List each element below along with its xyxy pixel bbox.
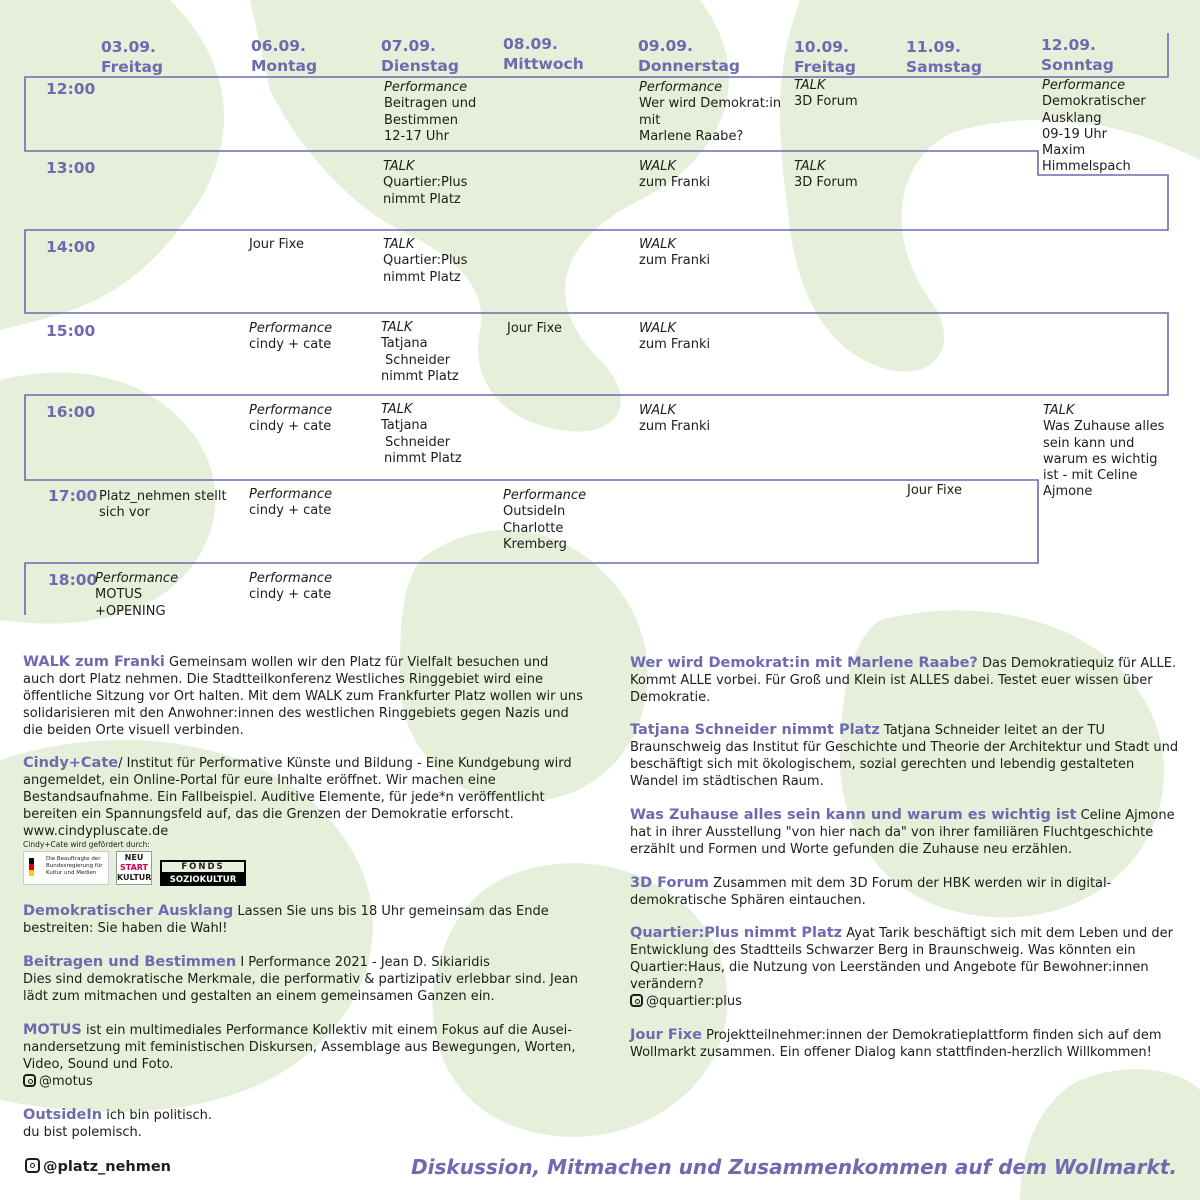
day-date: 12.09. [1041,36,1096,54]
desc-title: Tatjana Schneider nimmt Platz [630,722,880,738]
event-walk [639,237,710,270]
event-line: nimmt Platz [384,450,462,466]
event-line: Tatjana [381,418,428,434]
desc-3d-forum [630,875,1185,909]
event-jour-fixe [507,321,562,337]
event-line: ist - mit Celine [1043,468,1138,484]
desc-title: WALK zum Franki [23,654,165,670]
event-jour-fixe [907,483,962,499]
event-cindy-cate [249,487,332,520]
desc-tatjana [630,722,1185,790]
event-type: Performance [249,321,333,336]
day-name: Donnerstag [638,57,740,75]
desc-outsidein [23,1107,583,1141]
logo-text: Die Beauftragte der Bundesregierung für Kultur und Medien [46,856,103,876]
event-line: Kremberg [503,536,567,552]
event-line: zum Franki [639,253,711,269]
event-type: Performance [1042,78,1126,93]
day-header-3 [381,36,459,76]
desc-title: Was Zuhause alles sein kann und warum es wichtig ist [630,807,1077,823]
event-type: Performance [249,571,333,586]
instagram-handle: @quartier:plus [646,994,742,1009]
desc-text: Ayat Tarik beschäftigt sich mit dem Leben und der Entwicklung des Stadtteils Schwarzer Berg in Braunschweig. Was könnten ein Quartier:Haus, die Nutzung von Leerständen und Angebote für Bewohner:innen verändern? [630,926,1173,992]
desc-text: / Institut für Performative Künste und Bildung - Eine Kundgebung wird angemeldet, ein Online-Portal für eure Inhalte eröffnet. Wir machen eine Bestandsaufnahme. Ein Fallbeispiel. Auditive Elemente, für jede*n veröffentlicht bereiten ein Spannungsfeld auf, das die Grenzen der Demokratie erforscht. [23,756,572,822]
website-link[interactable]: www.cindypluscate.de [23,824,169,839]
event-line: sich vor [99,505,150,521]
event-type: WALK [639,403,676,418]
event-type: TALK [794,159,826,174]
logo-bkm [23,851,109,885]
event-line: Charlotte [503,520,564,536]
event-line: +OPENING [95,603,166,619]
instagram-icon [23,1074,36,1087]
event-line: nimmt Platz [383,191,461,207]
event-line: nimmt Platz [381,368,459,384]
desc-title: 3D Forum [630,875,710,891]
event-type: Performance [95,571,179,586]
event-line: Ausklang [1042,110,1102,126]
event-line: 3D Forum [794,175,858,191]
event-type: WALK [639,237,676,252]
event-line: Was Zuhause alles [1043,419,1165,435]
desc-beitragen [23,954,583,1005]
event-quartier [383,159,467,208]
desc-title: Beitragen und Bestimmen [23,954,237,970]
footer-instagram[interactable] [25,1158,171,1175]
event-line: zum Franki [639,175,711,191]
logo-text: SOZIOKULTUR [160,874,246,886]
event-line: Bestimmen [384,112,458,128]
event-zuhause [1043,403,1164,501]
desc-zuhause [630,807,1185,858]
desc-title: OutsideIn [23,1107,103,1123]
event-cindy-cate [249,403,332,436]
day-header-2 [251,36,317,76]
event-line: Platz_nehmen stellt [99,489,227,504]
logo-fonds-soziokultur [160,860,246,885]
desc-text: I Performance 2021 - Jean D. Sikiaridis [236,955,490,970]
desc-title: Cindy+Cate [23,755,119,771]
event-cindy-cate [249,571,332,604]
time-label: 13:00 [46,159,96,177]
desc-title: Demokratischer Ausklang [23,903,234,919]
event-line: Schneider [385,434,451,450]
desc-text: Zusammen mit dem 3D Forum der HBK werden wir in digital-demokratische Sphären eintauchen. [630,876,1112,908]
event-tatjana [381,402,462,467]
event-line: sein kann und [1043,435,1135,451]
event-type: WALK [639,321,676,336]
instagram-handle: @platz_nehmen [43,1159,172,1175]
event-line: Demokratischer [1042,94,1146,110]
time-label: 12:00 [46,80,96,98]
day-name: Montag [251,57,318,75]
desc-text: Celine Ajmone hat in ihrer Ausstellung "von hier nach da" von ihrer familiären Fluchtgeschichte erzählt und Formen und Worte gefunden die Zuhause neu erzählen. [630,808,1175,857]
desc-title: Jour Fixe [630,1027,702,1043]
event-outsidein [503,488,586,553]
desc-text: ich bin politisch. [102,1108,213,1123]
event-type: Performance [249,403,333,418]
event-line: Quartier:Plus [383,175,468,191]
day-date: 03.09. [101,38,156,56]
day-name: Samstag [906,58,982,76]
event-walk [639,159,710,192]
time-label: 14:00 [46,238,96,256]
day-name: Freitag [101,58,164,76]
instagram-handle: @motus [39,1074,93,1089]
event-walk [639,403,710,436]
desc-walk [23,654,583,739]
day-date: 09.09. [638,37,693,55]
day-date: 07.09. [381,37,436,55]
event-line: zum Franki [639,419,711,435]
flag-icon [29,858,34,876]
event-3d-forum [794,78,858,111]
day-name: Dienstag [381,57,459,75]
event-line: 09-19 Uhr [1042,126,1108,142]
day-date: 08.09. [503,35,558,53]
desc-text: Gemeinsam wollen wir den Platz für Vielfalt besuchen und auch dort Platz nehmen. Die Stadtteilkonferenz Westliches Ringgebiet wird eine öffentliche Sitzung vor Ort halten. Mit dem WALK zum Frankfurter Platz wollen wir uns solidarisieren mit den Anwohner:innen des westlichen Ringgebiets gegen Nazis und die beiden Orte visuell verbinden. [23,655,583,738]
desc-text: Tatjana Schneider leitet an der TU Braunschweig das Institut für Geschichte und Theorie der Architektur und Stadt und beschäftigt sich mit ökologischem, sozial gerechten und lebendig gestalteten Wandel im städtischen Raum. [630,723,1179,789]
day-name: Sonntag [1041,56,1114,74]
event-jour-fixe [249,237,304,253]
event-line: Jour Fixe [249,237,304,252]
desc-ausklang [23,903,583,937]
event-line: mit [639,112,661,128]
event-demokrat [639,80,781,145]
event-line: warum es wichtig [1043,451,1158,467]
desc-title: MOTUS [23,1022,82,1038]
desc-title: Quartier:Plus nimmt Platz [630,925,843,941]
event-line: Ajmone [1043,484,1093,500]
event-tatjana [381,320,459,385]
desc-title: Wer wird Demokrat:in mit Marlene Raabe? [630,655,978,671]
footer-slogan: Diskussion, Mitmachen und Zusammenkommen auf dem Wollmarkt. [411,1155,1177,1179]
event-ausklang [1042,78,1146,176]
event-line: cindy + cate [249,503,332,519]
motus-instagram[interactable] [23,1073,583,1090]
event-line: Schneider [385,352,451,368]
event-line: Himmelspach [1042,159,1131,175]
logo-text: NEU [124,853,144,862]
event-line: Maxim [1042,143,1086,159]
time-label: 15:00 [46,322,96,340]
event-type: TALK [794,78,826,93]
event-line: zum Franki [639,337,711,353]
day-header-4 [503,34,584,74]
quartier-instagram[interactable] [630,993,1185,1010]
desc-text: ist ein multimediales Performance Kollektiv mit einem Fokus auf die Ausei-nandersetzung mit feministischen Diskursen, Assemblage aus Bewegungen, Worten, Video, Sound und Foto. [23,1023,576,1072]
sponsor-note: Cindy+Cate wird gefördert durch: [23,840,150,849]
desc-motus [23,1022,583,1090]
day-date: 06.09. [251,37,306,55]
day-header-1 [101,37,163,77]
instagram-icon [25,1158,40,1173]
desc-cindy-cate [23,755,583,850]
event-3d-forum [794,159,858,192]
event-type: TALK [383,237,415,252]
day-date: 10.09. [794,38,849,56]
event-type: TALK [383,159,415,174]
time-label: 16:00 [46,403,96,421]
desc-text: du bist polemisch. [23,1125,142,1140]
desc-jour-fixe [630,1027,1185,1061]
event-line: cindy + cate [249,337,332,353]
event-line: 3D Forum [794,94,858,110]
day-name: Mittwoch [503,55,584,73]
event-line: Beitragen und [384,96,477,112]
event-line: OutsideIn [503,504,566,520]
event-walk [639,321,710,354]
event-type: Performance [503,488,587,503]
day-header-8 [1041,35,1114,75]
day-header-6 [794,37,856,77]
event-line: MOTUS [95,587,143,603]
event-line: 12-17 Uhr [384,128,450,144]
desc-quartier [630,925,1185,1010]
event-platz-nehmen [99,489,227,522]
event-line: Wer wird Demokrat:in [639,96,782,112]
event-line: Marlene Raabe? [639,128,744,144]
event-type: TALK [381,320,413,335]
desc-text: Dies sind demokratische Merkmale, die performativ & partizipativ erlebbar sind. Jean lädt zum mitmachen und gestalten an einem gemeinsamen Ganzen ein. [23,972,579,1004]
day-name: Freitag [794,58,857,76]
event-quartier [383,237,467,286]
instagram-icon [630,994,643,1007]
event-cindy-cate [249,321,332,354]
desc-text: Das Demokratiequiz für ALLE. Kommt ALLE vorbei. Für Groß und Klein ist ALLES dabei. Testet euer wissen über Demokratie. [630,656,1177,705]
day-date: 11.09. [906,38,961,56]
event-type: WALK [639,159,676,174]
event-type: Performance [249,487,333,502]
desc-text: Projektteilnehmer:innen der Demokratieplattform finden sich auf dem Wollmarkt zusammen. Ein offener Dialog kann stattfinden-herzlich Willkommen! [630,1028,1162,1060]
desc-demokrat [630,655,1185,706]
event-line: Tatjana [381,336,428,352]
event-line: nimmt Platz [383,269,461,285]
event-type: Performance [639,80,723,95]
day-header-7 [906,37,982,77]
event-line: Quartier:Plus [383,253,468,269]
desc-text: Lassen Sie uns bis 18 Uhr gemeinsam das Ende bestreiten: Sie haben die Wahl! [23,904,549,936]
logo-text: KULTUR [117,873,152,882]
event-line: cindy + cate [249,587,332,603]
event-type: TALK [381,402,413,417]
event-type: Performance [384,80,468,95]
logo-neustart [116,851,152,885]
event-line: cindy + cate [249,419,332,435]
time-label: 18:00 [48,571,98,589]
event-type: TALK [1043,403,1075,418]
day-header-5 [638,36,740,76]
time-label: 17:00 [48,487,98,505]
event-motus [95,571,178,620]
event-line: Jour Fixe [907,483,962,498]
logo-text: FONDS [160,860,246,874]
logo-text: START [119,863,149,872]
event-line: Jour Fixe [507,321,562,336]
event-beitragen [384,80,476,145]
